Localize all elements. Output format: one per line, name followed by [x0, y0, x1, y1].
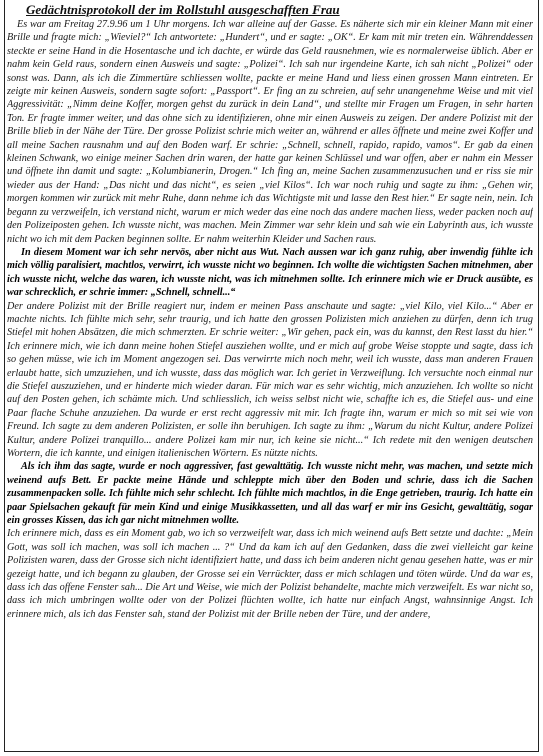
- paragraph-3: Der andere Polizist mit der Brille reagiert nur, indem er meinen Pass anschaute und sagte: „viel Kilo, viel Kilo...“ Aber er machte nichts. Ich fühlte mich sehr, sehr traurig, und ich hatte den grossen Polizisten mich anziehen zu dürfen, denn ich trug Stiefel mit hohen Absätzen, die mich schmerzten. Er schrie weiter: „Wir gehen, pack ein, was du kannst, den Rest lasst du hier.“ Ich erinnere mich, wie ich dann meine hohen Stiefel ausziehen wollte, und er mich auf grobe Weise stoppte und sagte, dass ich so gehen müsse, wie ich im Moment angezogen sei. Das verwirrte mich noch mehr, weil ich wusste, dass man anderen Frauen erlaubt hatte, sich umzuziehen, und ich wusste, dass das möglich war. Ich geriet in Verzweiflung. Ich versuchte noch einmal nur die Stiefel auszuziehen, und er hinderte mich wieder daran. Für mich war es sehr wichtig, mich anzuziehen. Ich wollte so nicht auf den Posten gehen, ich schämte mich. Und schliesslich, ich weiss selbst nicht wie, schaffte ich es, die Stiefel aus- und eine Paar flache Schuhe anzuziehen. Da wurde er erst recht aggressiv mit mir. Ich fragte ihn, warum er mich so mit sei wie von Freund. Ich sagte zu dem anderen Polizisten, er solle ihn beruhigen. Ich sagte zu ihm: „Warum du nicht Kultur, andere Polizei Kultur, andere Polizei tranquillo... andere Polizei kam mir nur, ich keine sie nicht...“ Ich redete mit den wenigen deutschen Wortern, die ich kannte, und einigen italienischen Wörtern. Es nützte nichts.: [7, 300, 533, 459]
- document-title: Gedächtnisprotokoll der im Rollstuhl ausgeschafften Frau: [26, 2, 340, 17]
- document-body: [7, 18, 533, 748]
- paragraph-5: Ich erinnere mich, dass es ein Moment gab, wo ich so verzweifelt war, dass ich mich weinend aufs Bett setzte und dachte: „Mein Gott, was soll ich machen, was soll ich machen ... ?“ Und da kam ich auf den Gedanken, dass die zwei vielleicht gar keine Polizisten waren, dass der Grosse sich nicht identifiziert hatte, und dass ich beim anderen nicht genau gesehen hatte, was er mir gezeigt hatte, und ich begann zu glauben, der Grosse sei ein Verrückter, dass er mich schlagen und töten würde. Und da war es, dass ich das offene Fenster sah... Die Art und Weise, wie mich der Polizist behandelte, machte mich verzweifelt. Es war nicht so, dass ich mich umbringen wollte oder von der Polizei flüchten wollte, ich hatte nur einfach Angst, wahnsinnige Angst. Ich erinnere mich, als ich das Fenster sah, stand der Polizist mit der Brille neben der Türe, und der andere,: [7, 528, 533, 620]
- paragraph-4-bold: Als ich ihm das sagte, wurde er noch aggressiver, fast gewalttätig. Ich wusste nicht mehr, was machen, und setzte mich weinend aufs Bett. Er packte meine Hände und schleppte mich über den Boden und schrie, dass ich die Sachen zusammenpacken solle. Ich fühlte mich sehr schlecht. Ich fühlte mich machtlos, in die Enge getrieben, traurig. Ich hatte ein paar Spielsachen gekauft für mein Kind und einige Musikkassetten, und all das warf er mir ins Gesicht, gewalttätig, sogar ein grosses Kissen, das ich gar nicht mitnehmen wollte.: [7, 461, 533, 527]
- paragraph-2-bold: In diesem Moment war ich sehr nervös, aber nicht aus Wut. Nach aussen war ich ganz ruhig, aber inwendig fühlte ich mich völlig paralisiert, machtlos, verwirrt, ich wusste nicht wo beginnen. Ich wollte die wichtigsten Sachen mitnehmen, aber ich wusste nicht, welche das waren, ich wusste nicht, was ich mitnehmen sollte. Ich erinnere mich wie er Druck ausübte, es war schrecklich, er schrie immer: „Schnell, schnell...“: [7, 246, 533, 299]
- paragraph-1: Es war am Freitag 27.9.96 um 1 Uhr morgens. Ich war alleine auf der Gasse. Es näherte sich mir ein kleiner Mann mit einer Brille und fragte mich: „Wieviel?“ Ich antwortete: „Hundert“, und er sagte: „OK“. Er kam mit mir treten ein. Währenddessen steckte er seine Hand in die Hosentasche und ich dachte, er würde das Geld rausnehmen, wie es normalerweise üblich. Aber er nahm kein Geld raus, sondern einen Ausweis und sagte: „Polizei“. Ich sah nur irgendeine Karte, ich sah nicht „Polizei“ oder sonst was. Dann, als ich die Zimmertüre schliessen wollte, packte er meine Hand und liess einen grossen Mann eintreten. Er zeigte mir keinen Ausweis, sondern sagte sofort: „Passport“. Er fing an zu schreien, auf sehr unangenehme Weise und mit viel Aggressivität: „Nimm deine Koffer, morgen gehst du zurück in dein Land“, und stellte mir Fragen um Fragen, in sehr harten Ton. Er fragte immer weiter, und das ohne sich zu identifizieren, ohne mir einen Ausweis zu zeigen. Der andere Polizist mit der Brille blieb in der Nähe der Türe. Der grosse Polizist schrie mich weiter an, während er alles öffnete und meine zwei Koffer und all meine Sachen rausnahm und auf den Boden warf. Er schrie: „Schnell, schnell, rapido, rapido, vamos“. Er gab da einen kleinen Schwank, wo einige meiner Sachen drin waren, der hatte gar keinen Schlüssel und war offen, aber er nahm ein Messer und öffnete ihn damit und sagte: „Kolumbianerin, Drogen.“ Ich fing an, meine Sachen zusammenzusuchen und er riss sie mir wieder aus der Hand: „Das nicht und das nicht“, es seien „viel Kilos“. Ich war noch ruhig und sagte zu ihm: „Gehen wir, morgen kommen wir zurück mit mehr Ruhe, dann nehme ich das Wichtigste mit und lasse den Rest hier.“ Er sagte nein, nein. Ich begann zu verzweifeln, ich verstand nicht, warum er mich weder das eine noch das andere machen liess, weder packen noch auf den Polizeiposten gehen. Ich wusste nicht, was machen. Mein Zimmer war sehr klein und sah wie ein Labyrinth aus, ich wusste nicht wo ich mit dem Packen beginnen sollte. Er nahm weiterhin Kleider und Sachen raus.: [7, 19, 533, 245]
